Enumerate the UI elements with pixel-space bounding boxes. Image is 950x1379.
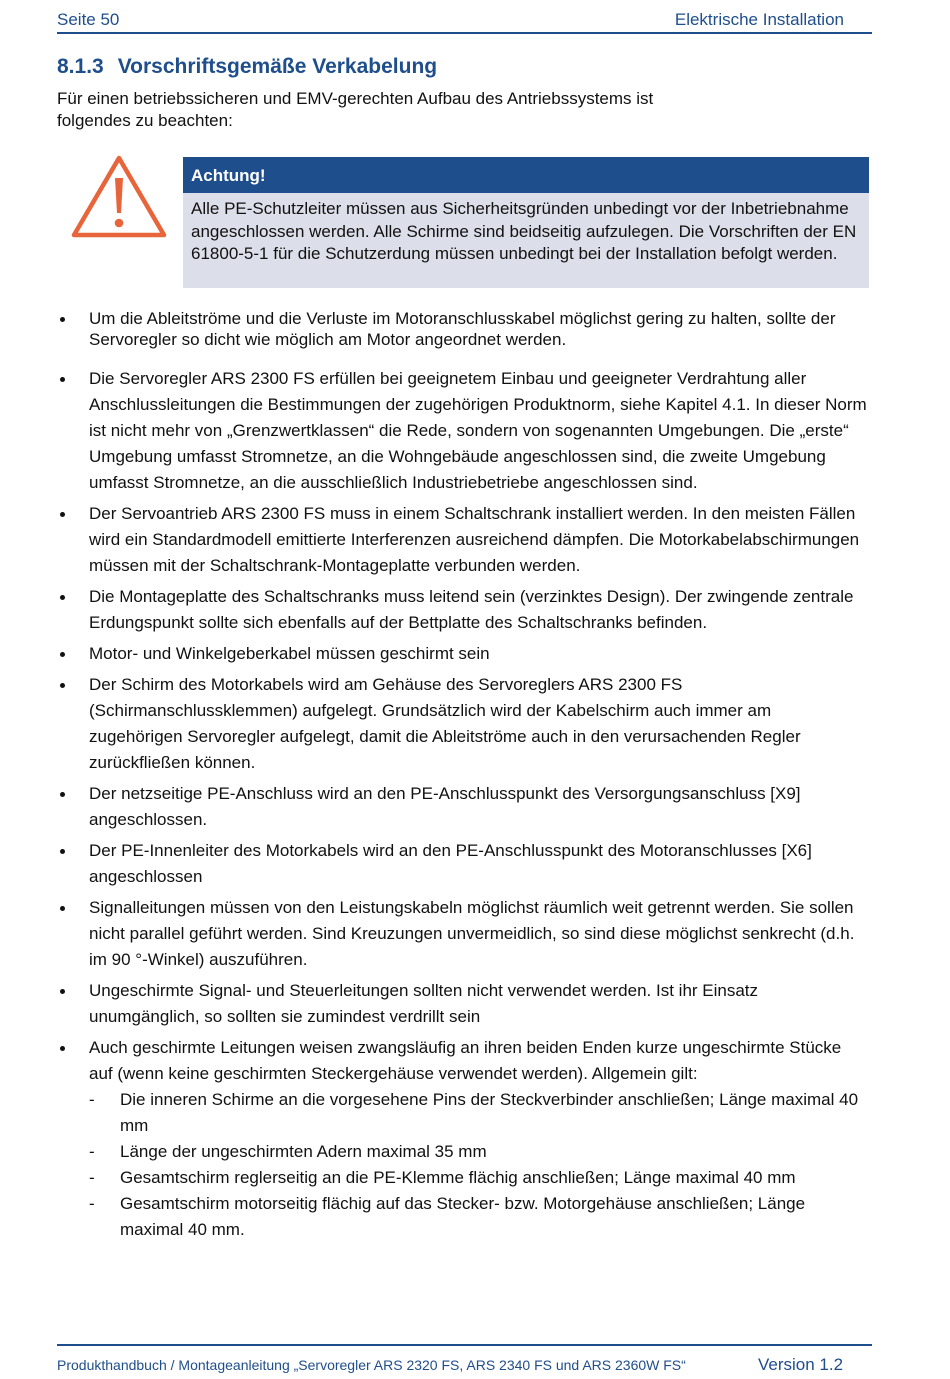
notice-text: Alle PE-Schutzleiter müssen aus Sicherheitsgründen unbedingt vor der Inbetriebnahme angeschlossen werden. Alle Schirme sind beidseitig aufzulegen. Die Vorschriften der EN 61800-5-1 für die Schutzerdung müssen unbedingt bei der Installation befolgt werden. <box>183 193 869 288</box>
sub-list-item <box>89 1165 869 1191</box>
intro-paragraph <box>57 88 697 132</box>
footer-version: Version 1.2 <box>758 1355 844 1374</box>
section-title: Vorschriftsgemäße Verkabelung <box>117 55 438 78</box>
bullet-icon <box>60 652 65 657</box>
bullet-icon <box>60 377 65 382</box>
dash-marker: - <box>89 1168 95 1187</box>
list-item-text: Signalleitungen müssen von den Leistungskabeln möglichst räumlich weit getrennt werden. Sie sollen nicht parallel geführt werden. Sind Kreuzungen unvermeidlich, so sind diese möglichst senkrecht (d.h. im 90 °-Winkel) auszuführen. <box>89 898 855 969</box>
bullet-icon <box>60 683 65 688</box>
list-item <box>57 895 869 973</box>
list-item <box>57 366 869 496</box>
footer-document-title: Produkthandbuch / Montageanleitung „Servoregler ARS 2320 FS, ARS 2340 FS und ARS 2360W FS“ <box>57 1357 686 1373</box>
footer-divider <box>57 1344 872 1346</box>
chapter-title: Elektrische Installation <box>674 10 844 29</box>
warning-notice <box>183 157 869 288</box>
bullet-icon <box>60 849 65 854</box>
section-heading <box>57 55 437 79</box>
list-item-text: Der netzseitige PE-Anschluss wird an den PE-Anschlusspunkt des Versorgungsanschluss [X9] angeschlossen. <box>89 784 801 829</box>
sub-list-item-text: Gesamtschirm reglerseitig an die PE-Klemme flächig anschließen; Länge maximal 40 mm <box>120 1168 796 1187</box>
page-header <box>57 8 872 34</box>
sub-list-item <box>89 1139 869 1165</box>
sub-list-item-text: Gesamtschirm motorseitig flächig auf das Stecker- bzw. Motorgehäuse anschließen; Länge maximal 40 mm. <box>120 1194 806 1239</box>
dash-marker: - <box>89 1194 95 1213</box>
bullet-icon <box>60 595 65 600</box>
sub-list-item-text: Die inneren Schirme an die vorgesehene Pins der Steckverbinder anschließen; Länge maximal 40 mm <box>120 1090 859 1135</box>
sub-list-item <box>89 1191 869 1243</box>
notice-heading: Achtung! <box>183 157 869 193</box>
section-number: 8.1.3 <box>57 55 104 78</box>
list-item-text: Der Servoantrieb ARS 2300 FS muss in einem Schaltschrank installiert werden. In den meisten Fällen wird ein Standardmodell emittierte Interferenzen ausreichend dämpfen. Die Motorkabelabschirmungen müssen mit der Schaltschrank-Montageplatte verbunden werden. <box>89 504 860 575</box>
list-item-text: Der PE-Innenleiter des Motorkabels wird an den PE-Anschlusspunkt des Motoranschlusses [X6] angeschlossen <box>89 841 812 886</box>
intro-line: folgendes zu beachten: <box>57 111 233 130</box>
bullet-icon <box>60 989 65 994</box>
list-item-text: Motor- und Winkelgeberkabel müssen geschirmt sein <box>89 644 490 663</box>
sub-list-item <box>89 1087 869 1139</box>
bullet-icon <box>60 792 65 797</box>
list-item-text: Ungeschirmte Signal- und Steuerleitungen sollten nicht verwendet werden. Ist ihr Einsatz unumgänglich, so sollten sie zumindest verdrillt sein <box>89 981 759 1026</box>
bullet-icon <box>60 906 65 911</box>
list-item-text: Die Montageplatte des Schaltschranks muss leitend sein (verzinktes Design). Der zwingende zentrale Erdungspunkt sollte sich ebenfalls auf der Bettplatte des Schaltschranks befinden. <box>89 587 854 632</box>
list-item <box>57 1035 869 1243</box>
list-item-text: Die Servoregler ARS 2300 FS erfüllen bei geeignetem Einbau und geeigneter Verdrahtung aller Anschlussleitungen die Bestimmungen der zugehörigen Produktnorm, siehe Kapitel 4.1. In dieser Norm ist nicht mehr von „Grenzwertklassen“ die Rede, sondern von sogenannten Umgebungen. Die „erste“ Umgebung umfasst Stromnetze, an die Wohngebäude angeschlossen sind, die zweite Umgebung umfasst Stromnetze, an die ausschließlich Industriebetriebe angeschlossen sind. <box>89 369 867 492</box>
list-item <box>57 308 869 350</box>
list-item-text: Auch geschirmte Leitungen weisen zwangsläufig an ihren beiden Enden kurze ungeschirmte Stücke auf (wenn keine geschirmten Steckergehäuse verwendet werden). Allgemein gilt: <box>89 1038 842 1083</box>
list-item <box>57 641 869 667</box>
list-item <box>57 838 869 890</box>
bullet-icon <box>60 1046 65 1051</box>
warning-triangle-icon <box>70 153 168 241</box>
list-item <box>57 781 869 833</box>
sub-list-item-text: Länge der ungeschirmten Adern maximal 35 mm <box>120 1142 487 1161</box>
list-item <box>57 501 869 579</box>
bullet-icon <box>60 512 65 517</box>
page-number: Seite 50 <box>57 10 120 29</box>
list-item <box>57 978 869 1030</box>
dash-marker: - <box>89 1090 95 1109</box>
intro-line: Für einen betriebssicheren und EMV-gerechten Aufbau des Antriebssystems ist <box>57 89 654 108</box>
list-item <box>57 584 869 636</box>
list-item-text: Um die Ableitströme und die Verluste im Motoranschlusskabel möglichst gering zu halten, sollte der Servoregler so dicht wie möglich am Motor angeordnet werden. <box>89 309 836 349</box>
dash-marker: - <box>89 1142 95 1161</box>
requirements-list <box>57 308 869 1243</box>
list-item-text: Der Schirm des Motorkabels wird am Gehäuse des Servoreglers ARS 2300 FS (Schirmanschlussklemmen) aufgelegt. Grundsätzlich wird der Kabelschirm auch immer am zugehörigen Servoregler aufgelegt, damit die Ableitströme auch in den verursachenden Regler zurückfließen können. <box>89 675 801 772</box>
bullet-icon <box>60 317 65 322</box>
list-item <box>57 672 869 776</box>
